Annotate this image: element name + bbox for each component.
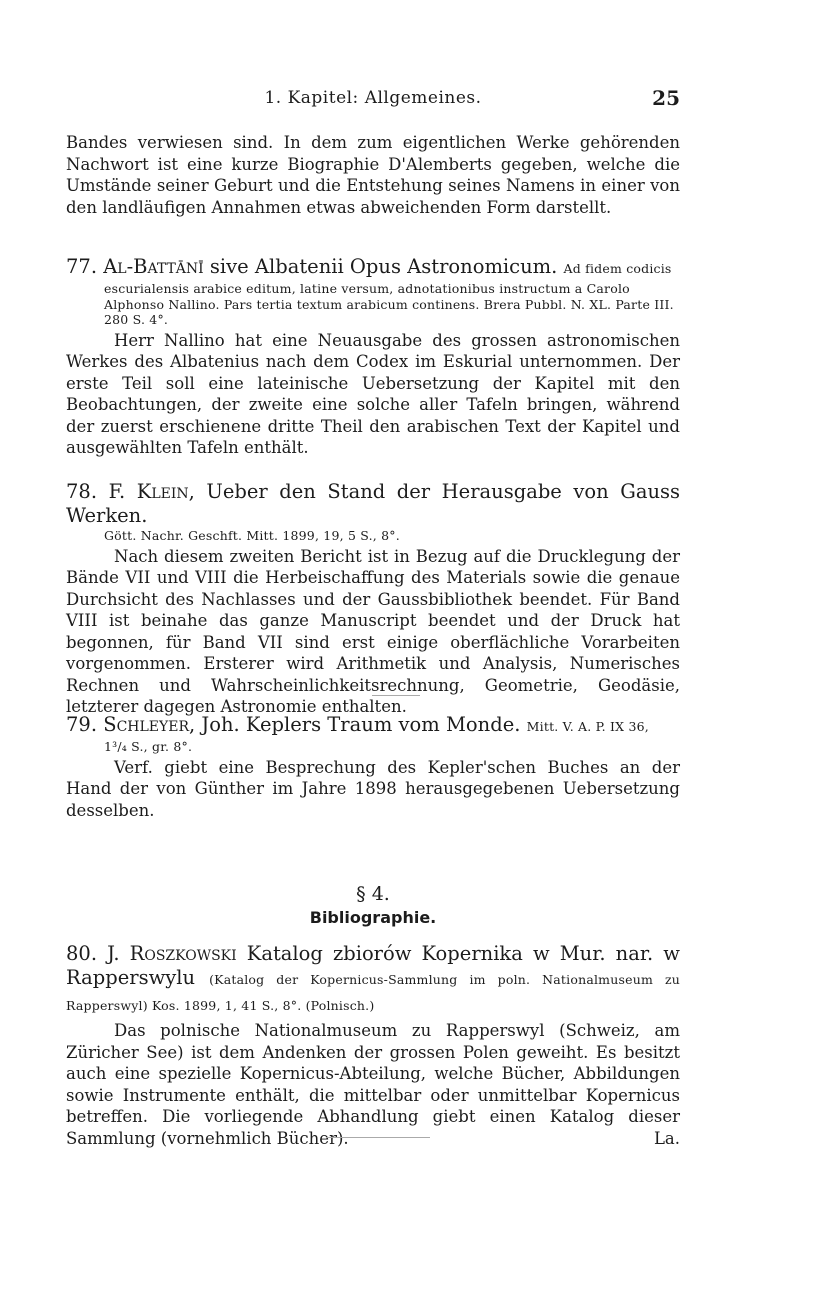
entry-79 xyxy=(66,713,680,821)
entry-title: Katalog zbiorów Kopernika w Mur. nar. w Rapperswylu xyxy=(66,942,680,989)
entry-heading xyxy=(66,942,680,1018)
entry-80 xyxy=(66,942,680,1149)
entry-ref-inline: Ad fidem codicis xyxy=(563,261,672,276)
entry-body: Herr Nallino hat eine Neuausgabe des grossen astronomischen Werkes des Albatenius nach dem Codex im Eskurial unternommen. Der erste Teil soll eine lateinische Uebersetzung der Kapitel mit den Beobachtungen, der zweite eine solche aller Tafeln bringen, während der zuerst erschienene dritte Theil den arabischen Text der Kapitel und ausgewählten Tafeln enthält. xyxy=(66,330,680,457)
entry-heading xyxy=(66,480,680,528)
entry-reference: escurialensis arabice editum, latine versum, adnotationibus instructum a Carolo Alphonso Nallino. Pars tertia textum arabicum continens. Brera Pubbl. N. XL. Parte III. 280 S. 4°. xyxy=(104,281,674,327)
section-heading xyxy=(66,882,680,927)
entry-body xyxy=(66,1020,680,1149)
page-number: 25 xyxy=(652,86,680,110)
entry-reference: 1³/₄ S., gr. 8°. xyxy=(104,739,193,754)
section-symbol: § 4. xyxy=(356,883,390,905)
entry-title: Ueber den Stand der Herausgabe von Gauss Werken. xyxy=(66,480,681,527)
entry-author: Schleyer, xyxy=(103,713,196,736)
entry-heading xyxy=(66,255,680,281)
entry-title: sive Albatenii Opus Astronomicum. xyxy=(209,255,558,278)
divider-rule xyxy=(372,695,420,696)
entry-author: Al-Battānī xyxy=(103,255,204,278)
entry-author: F. Klein, xyxy=(108,480,195,503)
entry-number: 80. xyxy=(66,942,98,965)
entry-signature: La. xyxy=(653,1128,680,1148)
end-rule xyxy=(326,1137,430,1138)
running-head-title: 1. Kapitel: Allgemeines. xyxy=(264,88,482,108)
section-title: Bibliographie. xyxy=(309,908,437,927)
entry-body: Nach diesem zweiten Bericht ist in Bezug auf die Drucklegung der Bände VII und VIII die Herbeischaffung des Materials sowie die genaue Durchsicht des Nachlasses und der Gaussbibliothek beendet. Für Band VIII ist beinahe das ganze Manuscript beendet und der Druck hat begonnen, für Band VII sind erst einige oberflächliche Vorarbeiten vorgenommen. Ersterer wird Arithmetik und Analysis, Numerisches Rechnen und Wahrscheinlichkeitsrechnung, Geometrie, Geodäsie, letzterer dagegen Astronomie enthalten. xyxy=(66,546,680,716)
entry-number: 77. xyxy=(66,255,98,278)
entry-number: 78. xyxy=(66,480,98,503)
entry-77 xyxy=(66,255,680,459)
entry-reference: (Katalog der Kopernicus-Sammlung im poln. Nationalmuseum zu Rapperswyl) Kos. 1899, 1, 41 S., 8°. (Polnisch.) xyxy=(66,972,680,1013)
entry-78 xyxy=(66,480,680,718)
entry-title: Joh. Keplers Traum vom Monde. xyxy=(201,713,521,736)
entry-number: 79. xyxy=(66,713,98,736)
entry-body: Verf. giebt eine Besprechung des Kepler'schen Buches an der Hand der von Günther im Jahre 1898 herausgegebenen Uebersetzung desselben. xyxy=(66,757,680,820)
running-head xyxy=(66,88,680,114)
intro-paragraph: Bandes verwiesen sind. In dem zum eigentlichen Werke gehörenden Nachwort ist eine kurze Biographie D'Alemberts gegeben, welche die Umstände seiner Geburt und die Entstehung seines Namens in einer von den landläufigen Annahmen etwas abweichenden Form darstellt. xyxy=(66,133,680,217)
entry-heading xyxy=(66,713,680,739)
entry-ref-inline: Mitt. V. A. P. IX 36, xyxy=(526,719,649,734)
entry-reference: Gött. Nachr. Geschft. Mitt. 1899, 19, 5 S., 8°. xyxy=(104,528,400,543)
entry-author: J. Roszkowski xyxy=(107,942,237,965)
entry-body-text: Das polnische Nationalmuseum zu Rapperswyl (Schweiz, am Züricher See) ist dem Andenken der grossen Polen geweiht. Es besitzt auch eine spezielle Kopernicus-Abteilung, welche Bücher, Abbildungen sowie Instrumente enthält, die mittelbar oder unmittelbar Kopernicus betreffen. Die vorliegende Abhandlung giebt einen Katalog dieser Sammlung (vornehmlich Bücher). xyxy=(66,1021,680,1148)
